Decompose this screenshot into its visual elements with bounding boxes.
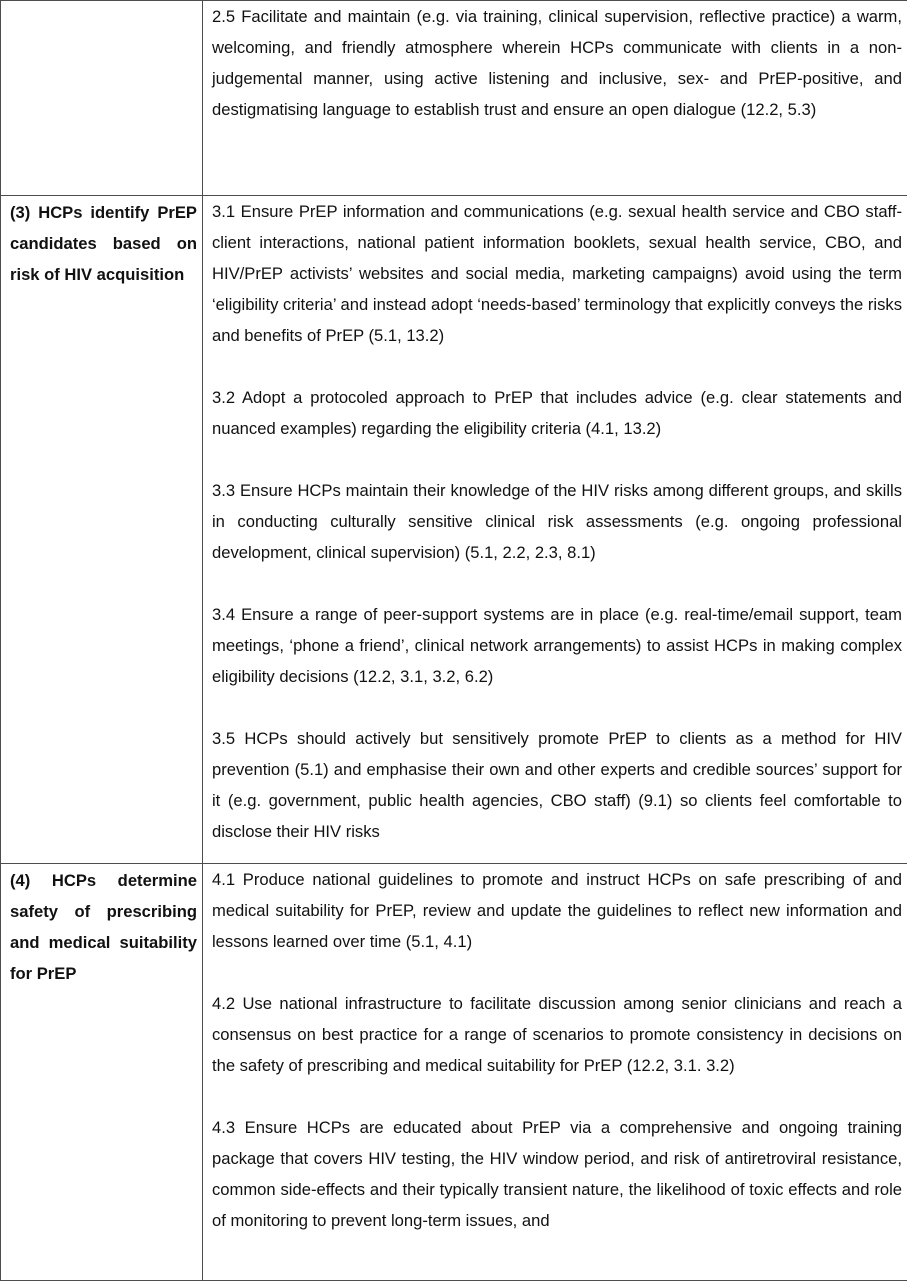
paragraph-3-1: 3.1 Ensure PrEP information and communications (e.g. sexual health service and CBO staff-client interactions, national patient information booklets, sexual health service, CBO, and HIV/PrEP activists’ websites and social media, marketing campaigns) avoid using the term ‘eligibility criteria’ and instead adopt ‘needs-based’ terminology that explicitly conveys the risks and benefits of PrEP (5.1, 13.2) xyxy=(212,196,902,351)
paragraph-4-1: 4.1 Produce national guidelines to promote and instruct HCPs on safe prescribing of and medical suitability for PrEP, review and update the guidelines to reflect new information and lessons learned over time (5.1, 4.1) xyxy=(212,864,902,957)
paragraph-3-2: 3.2 Adopt a protocoled approach to PrEP that includes advice (e.g. clear statements and nuanced examples) regarding the eligibility criteria (4.1, 13.2) xyxy=(212,382,902,444)
row-content-cell xyxy=(203,196,907,864)
row-label-cell xyxy=(1,864,203,1281)
row-label-cell xyxy=(1,1,203,196)
row-content-cell xyxy=(203,1,907,196)
row-label-3: (3) HCPs identify PrEP candidates based on risk of HIV acquisition xyxy=(10,196,197,290)
table-row-4 xyxy=(1,864,907,1281)
table-row-continuation xyxy=(1,1,907,196)
row-content-cell xyxy=(203,864,907,1281)
paragraph-4-2: 4.2 Use national infrastructure to facilitate discussion among senior clinicians and reach a consensus on best practice for a range of scenarios to promote consistency in decisions on the safety of prescribing and medical suitability for PrEP (12.2, 3.1. 3.2) xyxy=(212,988,902,1081)
paragraph-4-3: 4.3 Ensure HCPs are educated about PrEP via a comprehensive and ongoing training package that covers HIV testing, the HIV window period, and risk of antiretroviral resistance, common side-effects and their typically transient nature, the likelihood of toxic effects and role of monitoring to prevent long-term issues, and xyxy=(212,1112,902,1236)
paragraph-3-4: 3.4 Ensure a range of peer-support systems are in place (e.g. real-time/email support, team meetings, ‘phone a friend’, clinical network arrangements) to assist HCPs in making complex eligibility decisions (12.2, 3.1, 3.2, 6.2) xyxy=(212,599,902,692)
paragraph-2-5: 2.5 Facilitate and maintain (e.g. via training, clinical supervision, reflective practice) a warm, welcoming, and friendly atmosphere wherein HCPs communicate with clients in a non-judgemental manner, using active listening and inclusive, sex- and PrEP-positive, and destigmatising language to establish trust and ensure an open dialogue (12.2, 5.3) xyxy=(212,1,902,125)
table-row-3 xyxy=(1,196,907,864)
paragraph-3-3: 3.3 Ensure HCPs maintain their knowledge of the HIV risks among different groups, and skills in conducting culturally sensitive clinical risk assessments (e.g. ongoing professional development, clinical supervision) (5.1, 2.2, 2.3, 8.1) xyxy=(212,475,902,568)
paragraph-3-5: 3.5 HCPs should actively but sensitively promote PrEP to clients as a method for HIV prevention (5.1) and emphasise their own and other experts and credible sources’ support for it (e.g. government, public health agencies, CBO staff) (9.1) so clients feel comfortable to disclose their HIV risks xyxy=(212,723,902,847)
row-label-cell xyxy=(1,196,203,864)
row-label-4: (4) HCPs determine safety of prescribing and medical suitability for PrEP xyxy=(10,864,197,989)
row-label xyxy=(10,1,197,2)
